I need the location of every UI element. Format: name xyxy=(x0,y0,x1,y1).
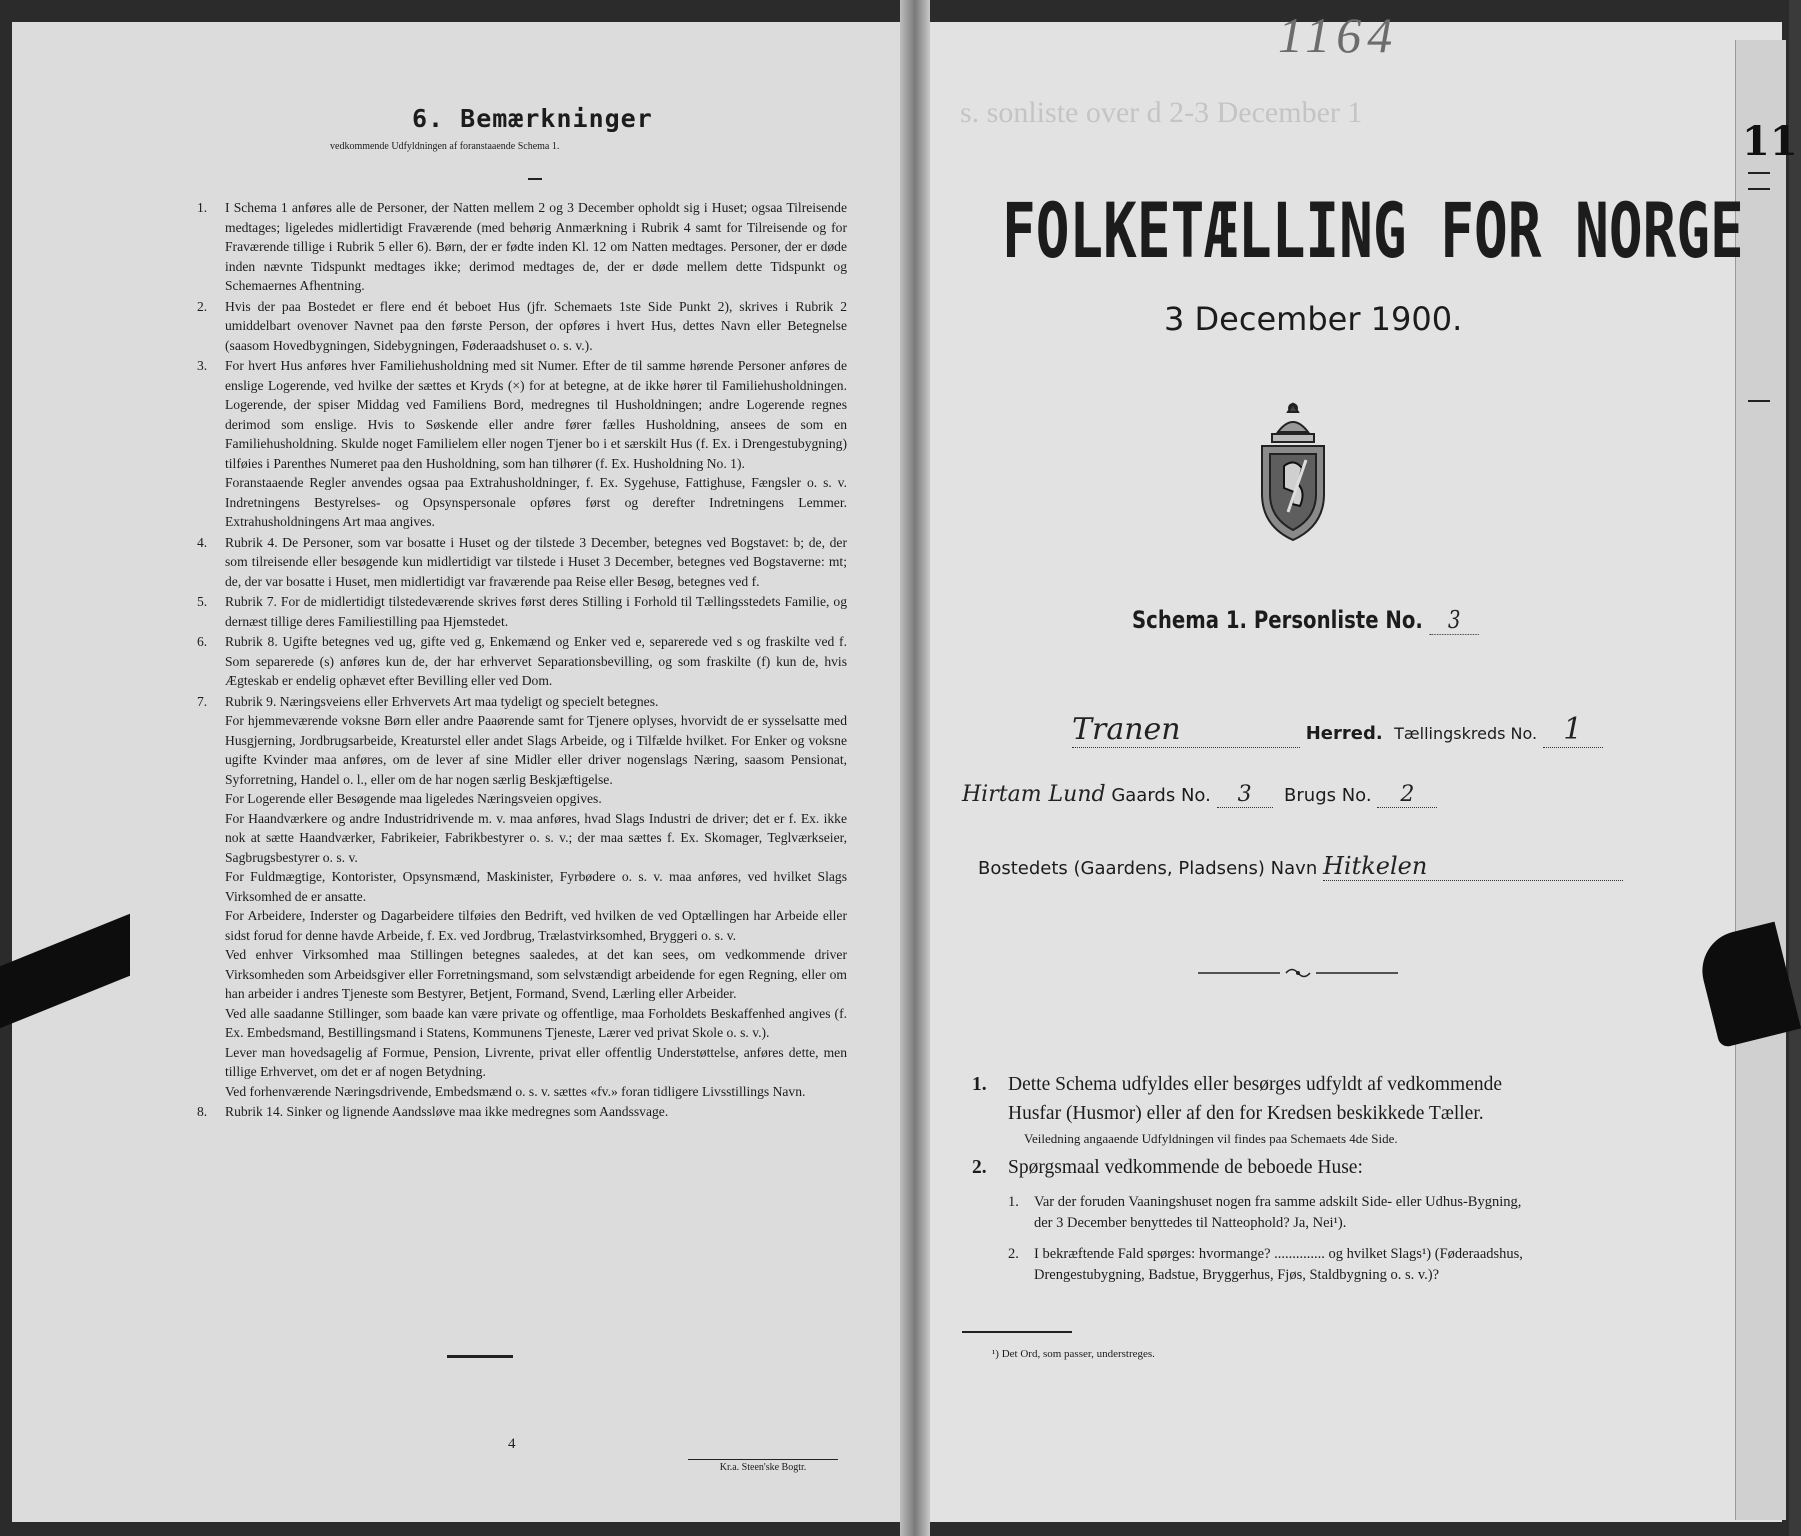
edge-tick xyxy=(1748,172,1770,174)
edge-tick xyxy=(1748,400,1770,402)
edge-page-number: 11 xyxy=(1742,118,1798,165)
census-date: 3 December 1900. xyxy=(1164,300,1463,338)
ornament-divider-icon xyxy=(1198,966,1398,980)
gaard-brugs-line: Hirtam Lund Gaards No. 3 Brugs No. 2 xyxy=(962,782,1437,808)
footnote: ¹) Det Ord, som passer, understreges. xyxy=(992,1348,1155,1360)
instruction-note: Veiledning angaaende Udfyldningen vil findes paa Schemaets 4de Side. xyxy=(1024,1131,1398,1146)
remark-item: 3. For hvert Hus anføres hver Familiehusholdning med sit Numer. Efter de til samme hørende Personer anføres de enslige Logerende, ved hvilke der sættes et Kryds (×) for at betegne, at de ikke hører til Familiehusholdningen. Logerende, der spiser Middag ved Familiens Bord, medregnes til Husholdningen; andre Logerende regnes derimod som enslige. Hvis to Søskende eller andre fører fælles Husholdning, ansees de som en Familiehusholdning. Skulde noget Familielem eller nogen Tjener bo i et særskilt Hus (f. Ex. i Drengestubygning) tilføies i Parenthes Numeret paa den Husholdning, som han tilhører (f. Ex. Husholdning No. 1). Foranstaaende Regler anvendes ogsaa paa Extrahusholdninger, f. Ex. Sygehuse, Fattighuse, Fængsler o. s. v. Indretningens Bestyrelses- og Opsynspersonale opføres først og derefter Indretningens Lemmer. Extrahusholdningens Art maa angives. xyxy=(197,358,847,529)
remark-item: 4. Rubrik 4. De Personer, som var bosatte i Huset og der tilstede 3 December, betegnes ved Bogstavet: b; de, der som tilreisende eller besøgende kun midlertidigt var tilstede i Huset 3 December, betegnes ved Bogstaverne: mt; de, der var bosatte i Huset, men midlertidigt var fraværende paa Reise eller Besøg, betegnes ved f. xyxy=(197,534,847,589)
gaard-name-prefix[interactable]: Hirtam Lund xyxy=(962,782,1106,807)
herred-field[interactable]: Tranen xyxy=(1072,712,1300,748)
end-divider xyxy=(447,1355,513,1358)
instructions-block xyxy=(972,1070,1542,1286)
remark-item: 6. Rubrik 8. Ugifte betegnes ved ug, gifte ved g, Enkemænd og Enker ved e, separerede ved s og fraskilte ved f. Som separerede (s) anføres kun de, der har erhvervet Separationsbevilling, og som fraskilte (f) kun de, hvis Ægteskab er endelig ophævet efter Bevilling eller ved Dom. xyxy=(197,634,847,688)
instruction-item: 1. Dette Schema udfyldes eller besørges udfyldt af vedkommende Husfar (Husmor) eller af den for Kredsen beskikkede Tæller. xyxy=(972,1074,1503,1124)
brugs-number-field[interactable]: 2 xyxy=(1377,782,1437,808)
remarks-subtitle: vedkommende Udfyldningen af foranstaaende Schema 1. xyxy=(330,141,560,152)
title-divider xyxy=(528,178,542,180)
herred-line: Tranen Herred. Tællingskreds No. 1 xyxy=(1072,712,1603,748)
remarks-title: 6. Bemærkninger xyxy=(412,104,653,133)
remarks-list xyxy=(197,198,847,1123)
page-number: 4 xyxy=(508,1436,516,1452)
bosted-line: Bostedets (Gaardens, Pladsens) Navn Hitkelen xyxy=(978,852,1623,881)
printer-imprint: Kr.a. Steen'ske Bogtr. xyxy=(688,1459,838,1473)
gaards-number-field[interactable]: 3 xyxy=(1217,782,1273,808)
book-spine xyxy=(900,0,930,1536)
personliste-number-field[interactable]: 3 xyxy=(1430,606,1479,635)
remark-item: 2. Hvis der paa Bostedet er flere end ét beboet Hus (jfr. Schemaets 1ste Side Punkt 2), skrives i Rubrik 2 umiddelbart ovenover Navnet paa den første Person, der opføres i hvert Hus, dettes Navn eller Betegnelse (saasom Hovedbygningen, Sidebygningen, Føderaadshuset o. s. v.). xyxy=(197,298,847,353)
kreds-field[interactable]: 1 xyxy=(1543,712,1603,748)
handwritten-folio-number: 1164 xyxy=(1278,7,1399,63)
census-title: FOLKETÆLLING FOR NORGE xyxy=(1002,188,1744,276)
remark-item: 8. Rubrik 14. Sinker og lignende Aandssløve maa ikke medregnes som Aandssvage. xyxy=(197,1104,669,1119)
remark-item: 5. Rubrik 7. For de midlertidigt tilstedeværende skrives først deres Stilling i Forhold til Tællingsstedets Familie, og dernæst tillige deres Familiestilling paa Hjemstedet. xyxy=(197,594,847,629)
sub-question: 2. I bekræftende Fald spørges: hvormange? .............. og hvilket Slags¹) (Føderaadshus, Drengestubygning, Badstue, Bryggerhus, Fjøs, Staldbygning o. s. v.)? xyxy=(1008,1246,1523,1283)
footnote-divider xyxy=(962,1331,1072,1333)
schema-personliste-line: Schema 1. Personliste No. 3 xyxy=(1132,606,1479,635)
edge-tick xyxy=(1748,188,1770,190)
remark-item: 7. Rubrik 9. Næringsveiens eller Erhvervets Art maa tydeligt og specielt betegnes. For hjemmeværende voksne Børn eller andre Paaørende samt for Tjenere oplyses, hvorvidt de er sysselsatte med Husgjerning, Jordbrugsarbeide, Kreaturstel eller andet Slags Arbeide, og i Tilfælde hvilket. For Enker og voksne ugifte Kvinder maa anføres, om de lever af sine Midler eller driver nogenslags Næring, saasom Pensionat, Syforretning, Handel o. l., eller om de har nogen særlig Beskjæftigelse. For Logerende eller Besøgende maa ligeledes Næringsveien opgives. For Haandværkere og andre Industridrivende m. v. maa anføres, hvad Slags Industri de driver; det er f. Ex. ikke nok at sætte Haandværker, Fabrikeier, Fabrikbestyrer o. s. v.; der maa sættes f. Ex. Skomager, Teglværkseier, Sagbrugsbestyrer o. s. v. For Fuldmægtige, Kontorister, Opsynsmænd, Maskinister, Fyrbødere o. s. v. maa anføres, ved hvilket Slags Virksomhed de er ansatte. For Arbeidere, Inderster og Dagarbeidere tilføies den Bedrift, ved hvilken de ved Optællingen har Arbeide eller sidst forud for denne havde Arbeide, f. Ex. ved Jordbrug, Trælastvirksomhed, Bryggeri o. s. v. Ved enhver Virksomhed maa Stillingen betegnes saaledes, at det kan sees, om vedkommende driver Virksomheden som Arbeidsgiver eller Forretningsmand, som selvstændigt arbeidende for egen Regning, eller om han arbeider i andres Tjeneste som Bestyrer, Betjent, Formand, Svend, Lærling eller Arbeider. Ved alle saadanne Stillinger, som baade kan være private og offentlige, maa Forholdets Beskaffenhed angives (f. Ex. Embedsmand, Bestillingsmand i Statens, Kommunens Tjeneste, Lærer ved privat Skole o. s. v.). Lever man hovedsagelig af Formue, Pension, Livrente, privat eller offentlig Understøttelse, anføres dette, men tillige Erhvervet, om det er af nogen Betydning. Ved forhenværende Næringsdrivende, Embedsmænd o. s. v. sættes «fv.» foran tidligere Livsstillings Navn. xyxy=(197,693,847,1099)
bleed-through-text: s. sonliste over d 2-3 December 1 xyxy=(960,96,1363,129)
remark-item: 1. I Schema 1 anføres alle de Personer, der Natten mellem 2 og 3 December opholdt sig i Huset; ogsaa Tilreisende medtages; ligeledes midlertidigt Fraværende (med behørig Anmærkning i Rubrik 4 samt for Tilreisende og for Fraværende tillige i Rubrik 5 eller 6). Børn, der er fødte inden Kl. 12 om Natten medtages. Personer, der er døde inden nævnte Tidspunkt medtages ikke; derimod medtages de, der er døde mellem dette Tidspunkt og Schemaernes Afhentning. xyxy=(197,200,847,293)
instruction-item: 2. Spørgsmaal vedkommende de beboede Huse: xyxy=(972,1157,1363,1178)
sub-question: 1. Var der foruden Vaaningshuset nogen fra samme adskilt Side- eller Udhus-Bygning, der 3 December benyttedes til Natteophold? Ja, Nei¹). xyxy=(1008,1194,1522,1231)
coat-of-arms-icon xyxy=(1248,394,1338,544)
bosted-name-field[interactable]: Hitkelen xyxy=(1323,852,1623,881)
